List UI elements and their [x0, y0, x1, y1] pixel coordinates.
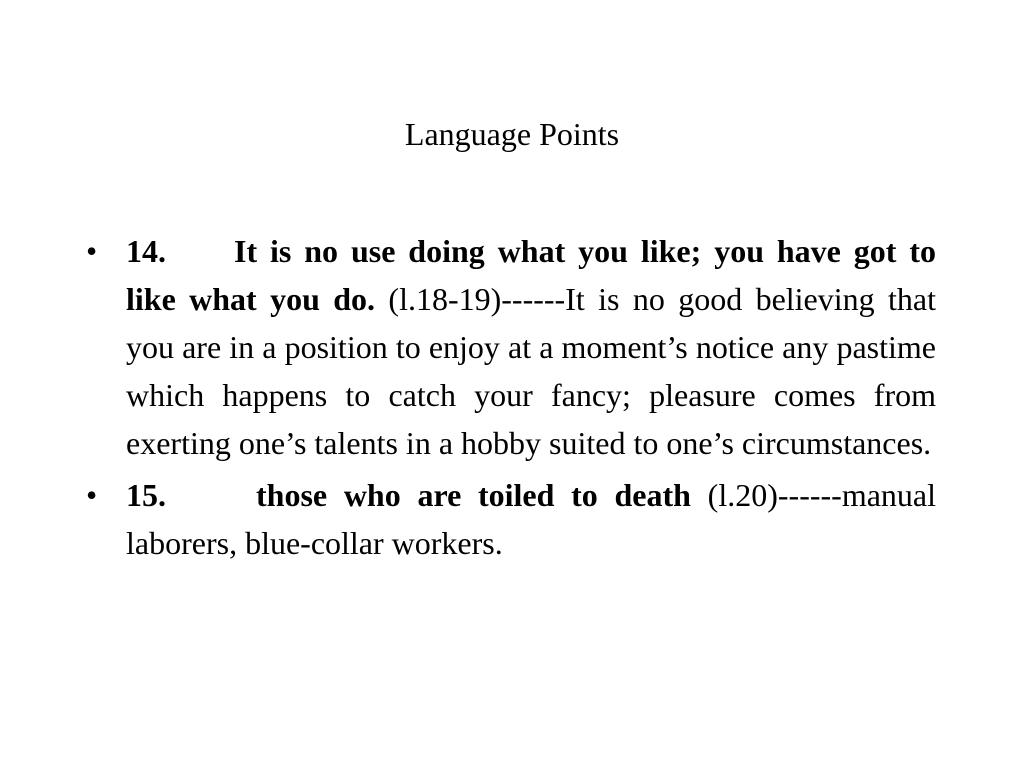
bullet-icon: • [86, 233, 98, 269]
slide-title: Language Points [404, 116, 620, 152]
list-item [86, 471, 937, 567]
bullet-icon: • [86, 477, 98, 513]
item-phrase: It is no use doing what you like; you have got to like what you do. [126, 233, 936, 317]
item-explanation: (l.18-19)------It is no good believing that you are in a position to enjoy at a moment’s notice any pastime which happens to catch your fancy; pleasure comes from exerting one’s talents in a hobby suited to one’s circumstances. [126, 281, 937, 461]
item-phrase: those who are toiled to death [256, 477, 691, 513]
item-number: 14. [126, 233, 166, 269]
bullet-list [86, 227, 937, 571]
item-number: 15. [126, 477, 166, 513]
list-item [86, 227, 937, 467]
item-explanation: (l.20)------manual laborers, blue-collar workers. [126, 477, 937, 561]
